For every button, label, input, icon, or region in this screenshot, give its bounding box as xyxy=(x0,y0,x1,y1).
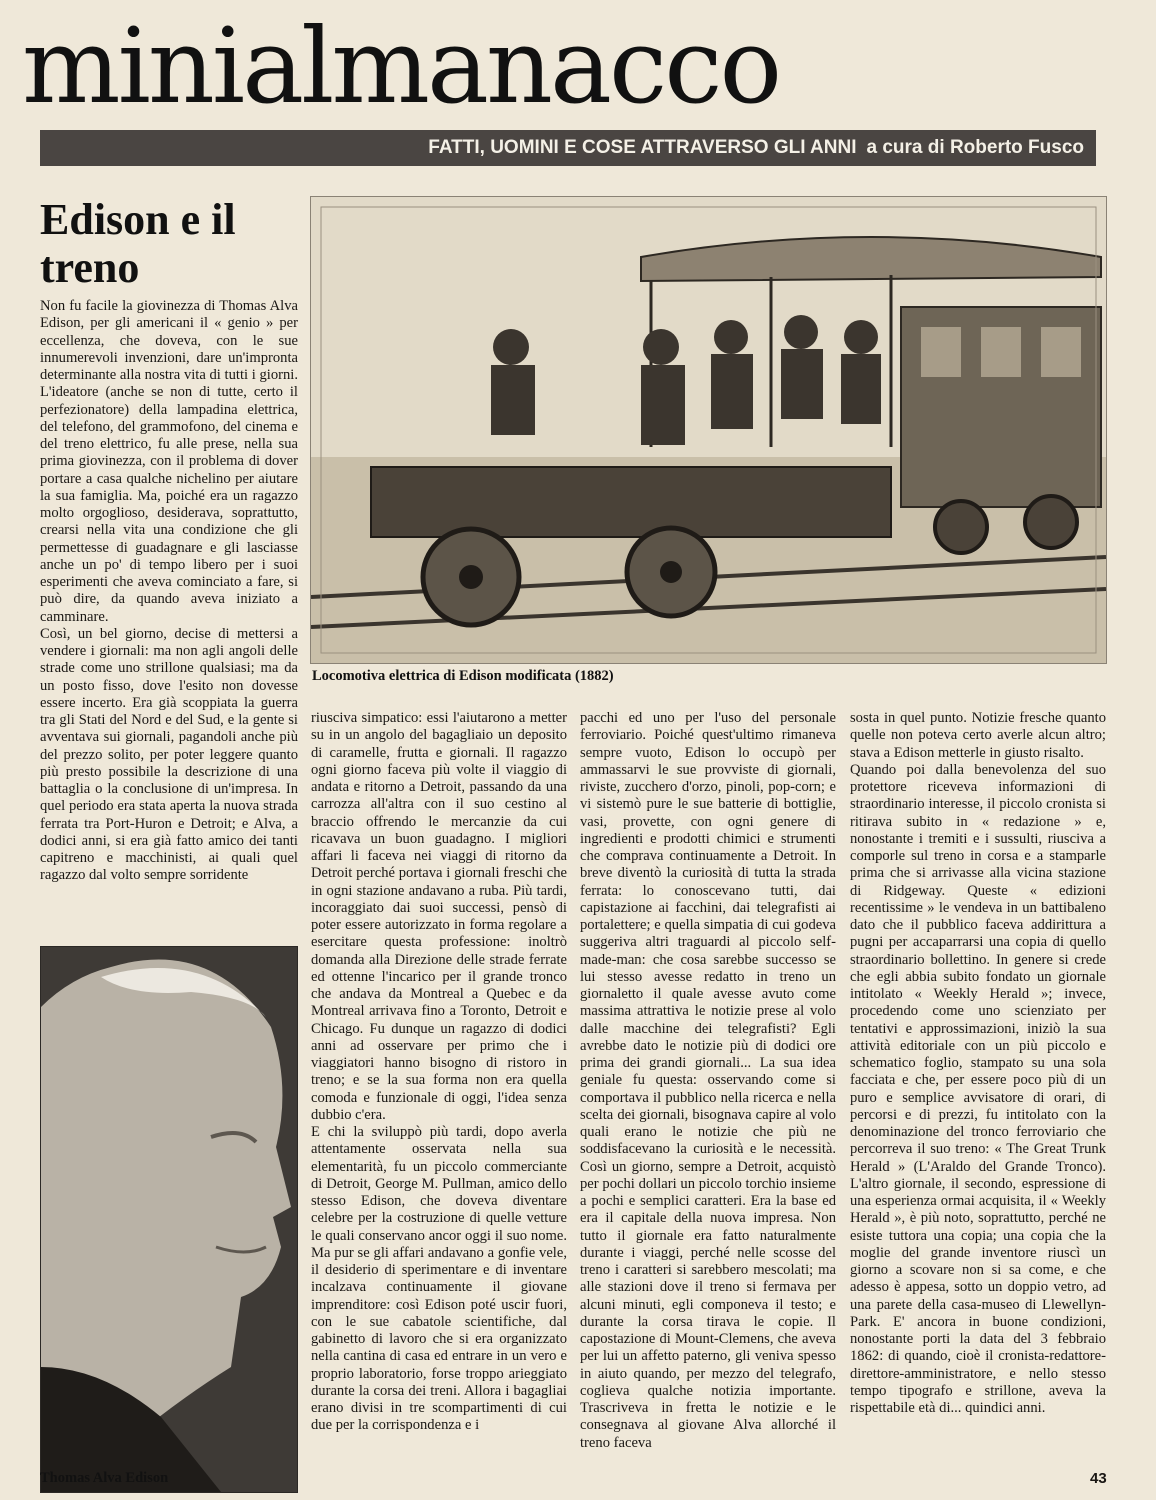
portrait-caption: Thomas Alva Edison xyxy=(40,1470,169,1486)
section-banner xyxy=(40,130,1096,166)
article-paragraph: pacchi ed uno per l'uso del personale ferroviario. Poiché quest'ultimo rimaneva sempre vuoto, Edison lo occupò per ammassarvi le sue provviste di giornali, riviste, zucchero d'orzo, pinoli, pop-corn; e vi sistemò pure le sue batterie di bottiglie, vasi, provette, con ogni genere di ingredienti e prodotti chimici e strumenti che comprava continuamente a Detroit. In breve diventò la curiosità di tutta la strada ferrata: lo conoscevano tutti, dai capistazione ai facchini, dai telegrafisti ai portalettere; e quella simpatia di cui godeva suggeriva altri traguardi al piccolo self-made-man: che cosa sarebbe successo se lui stesso avesse redatto in treno un giornaletto il quale avesse avuto come massima attrattiva le notizie prese al volo dalle macchine dei telegrafisti? Egli avrebbe dato le notizie più di dodici ore prima dei grandi giornali... La sua idea geniale fu questa: osservando come si comportava il pubblico nella ricerca e nella scelta dei giornali, bisognava capire al volo quali erano le notizie che più ne soddisfacevano la curiosità e le necessità. Così un giorno, sempre a Detroit, acquistò per pochi dollari un piccolo torchio insieme a pochi e semplici caratteri. Era la base ed era il capitale della nuova impresa. Non tutto il giornale era fatto naturalmente durante i viaggi, perché nelle scosse del treno i caratteri si sarebbero mescolati; ma alle stazioni dove il treno si fermava per alcuni minuti, egli componeva il testo; e durante la corsa tirava le copie. Il capostazione di Mount-Clemens, che aveva per lui un affetto paterno, gli veniva spesso in aiuto quando, per mezzo del telegrafo, coglieva qualche notizia importante. Trascriveva in fretta le notizie e le consegnava al giovane Alva allorché il treno faceva xyxy=(580,710,836,1451)
article-headline: Edison e il treno xyxy=(40,195,236,292)
article-column-1 xyxy=(40,298,298,885)
article-column-3 xyxy=(580,710,836,1452)
article-paragraph: sosta in quel punto. Notizie fresche quanto quelle non poteva certo averle alcun altro; stava a Edison metterle in giusto risalto. xyxy=(850,710,1106,761)
page-number: 43 xyxy=(1090,1470,1107,1487)
article-column-2 xyxy=(311,710,567,1435)
train-caption: Locomotiva elettrica di Edison modificata (1882) xyxy=(312,668,614,684)
banner-author: a cura di Roberto Fusco xyxy=(866,137,1084,158)
train-engraving xyxy=(311,197,1106,663)
banner-subtitle: FATTI, UOMINI E COSE ATTRAVERSO GLI ANNI xyxy=(428,137,857,158)
article-paragraph: E chi la sviluppò più tardi, dopo averla attentamente osservata nella sua elementarità, fu un piccolo commerciante di Detroit, George M. Pullman, amico dello stesso Edison, che doveva diventare celebre per la costruzione di quelle vetture le quali conservano ancor oggi il suo nome. Ma pur se gli affari andavano a gonfie vele, il desiderio di sperimentare e di inventare incalzava continuamente il giovane imprenditore: così Edison poté uscir fuori, con le sue cabatole scientifiche, dal gabinetto di lavoro che si era organizzato nella cantina di casa ed entrare in un vero e proprio laboratorio, forse troppo arieggiato durante la corsa dei treni. Allora i bagagliai erano divisi in tre scompartimenti di cui due per la corrispondenza e i xyxy=(311,1124,567,1434)
article-paragraph: Così, un bel giorno, decise di mettersi a vendere i giornali: ma non agli angoli delle strade come uno strillone qualsiasi; ma da un posto fisso, dove l'esito non dovesse essere incerto. Era già scoppiata la guerra tra gli Stati del Nord e del Sud, e la gente si avventava sui giornali, pagandoli anche più del prezzo solito, per poter leggere quanto più presto possibile la descrizione di una battaglia o la conclusione di un'impresa. In quel periodo era stata aperta la nuova strada ferrata tra Port-Huron e Detroit; e Alva, a dodici anni, si era già fatto amico dei tanti capitreno e macchinisti, ai quali quel ragazzo dal volto sempre sorridente xyxy=(40,625,298,884)
edison-portrait xyxy=(40,946,298,1493)
portrait-photo xyxy=(41,947,297,1492)
article-paragraph: Quando poi dalla benevolenza del suo protettore riceveva informazioni di straordinario interesse, il piccolo cronista si ritirava subito in « redazione » e, nonostante i tremiti e i sussulti, riusciva a comporle sul treno in corsa e a stamparle prima che si arrivasse alla vicina stazione di Ridgeway. Queste « edizioni recentissime » le vendeva in un battibaleno dato che il pubblico faceva addirittura a pugni per accaparrarsi una copia di quello straordinario bollettino. In genere si crede che egli abbia subito fondato un giornale intitolato « Weekly Herald »; invece, procedendo come uno scienziato per tentativi e approssimazioni, iniziò la sua attività editoriale con un più piccolo e schematico foglio, stampato su una sola facciata e che, per essere poco più di un puro e semplice avvisatore di orari, di percorsi e di prezzi, fu intitolato con la denominazione del tronco ferroviario che percorreva il suo treno: « The Great Trunk Herald » (L'Araldo del Grande Tronco). L'altro giornale, il secondo, espressione di una esperienza ormai acquisita, il « Weekly Herald », è più noto, soprattutto, perché ne esiste tuttora una copia; una copia che la moglie del grande inventore riuscì un giorno a scovare non si sa come, e che adesso è appesa, sotto un doppio vetro, ad una parete della casa-museo di Llewellyn-Park. E' ancora in buone condizioni, nonostante porti la data del 3 febbraio 1862: di quando, cioè il cronista-redattore-direttore-amministratore, e nello stesso tempo tipografo e strillone, aveva la rispettabile età di... quindici anni. xyxy=(850,761,1106,1416)
article-paragraph: Non fu facile la giovinezza di Thomas Alva Edison, per gli americani il « genio » per eccellenza, che doveva, con le sue innumerevoli invenzioni, dare un'impronta determinante alla nostra vita di tutti i giorni. L'ideatore (anche se non di tutte, certo il perfezionatore) della lampadina elettrica, del telefono, del grammofono, del cinema e del treno elettrico, fu alle prese, nella sua prima giovinezza, con il problema di dover portare a casa qualche nichelino per aiutare la sua famiglia. Ma, poiché era un ragazzo molto orgoglioso, desiderava, soprattutto, crearsi nella vita una condizione che gli permettesse di guadagnare e gli lasciasse anche un po' di tempo libero per i suoi esperimenti che aveva cominciato a fare, si può dire, da quando aveva iniziato a camminare. xyxy=(40,298,298,625)
train-illustration xyxy=(310,196,1107,664)
article-paragraph: riusciva simpatico: essi l'aiutarono a metter su in un angolo del bagagliaio un deposito di caramelle, frutta e giornali. Il ragazzo ogni giorno faceva più volte il viaggio di andata e ritorno a Detroit, passando da una carrozza all'altra con il suo cestino al braccio offrendo le mercanzie da cui ricavava un buon guadagno. I migliori affari li faceva nei viaggi di ritorno da Detroit perché portava i giornali freschi che in ogni stazione andavano a ruba. Più tardi, incoraggiato dai suoi successi, pensò di poter essere autorizzato in forma regolare a esercitare questa professione: inoltrò domanda alla Direzione delle strade ferrate ed ottenne l'incarico per il grande tronco che andava da Montreal a Quebec e da Montreal arrivava fino a Toronto, Detroit e Chicago. Fu dunque un ragazzo di dodici anni ad osservare per primo che i viaggiatori hanno bisogno di ristoro in treno; e se la sua forma non era quella comoda e funzionale di oggi, l'idea senza dubbio c'era. xyxy=(311,710,567,1123)
masthead-title: minialmanacco xyxy=(22,5,780,127)
article-column-4 xyxy=(850,710,1106,1417)
